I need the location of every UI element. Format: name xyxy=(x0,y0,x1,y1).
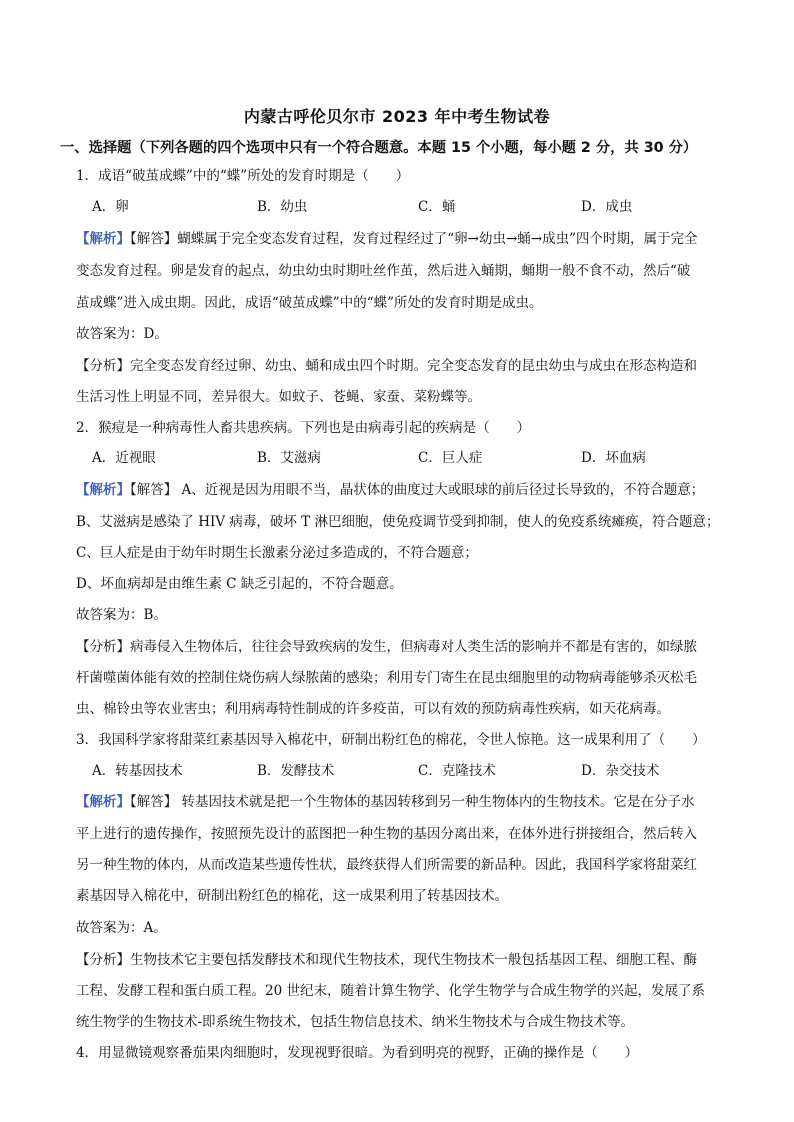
q2-explanation-line xyxy=(76,480,704,500)
q1-fenxi-line-2: 生活习性上明显不同，差异很大。如蚊子、苍蝇、家蚕、菜粉蝶等。 xyxy=(76,389,481,405)
fenxi-tag: 【分析】 xyxy=(76,358,130,374)
page-title: 内蒙古呼伦贝尔市 2023 年中考生物试卷 xyxy=(243,107,551,126)
q3-analysis-line xyxy=(76,950,697,970)
q2-jieda-text: A、近视是因为用眼不当，晶状体的曲度过大或眼球的前后径过长导致的，不符合题意； xyxy=(177,482,705,498)
question-3-stem: 3．我国科学家将甜菜红素基因导入棉花中，研制出粉红色的棉花，令世人惊艳。这一成果利用了（ ） xyxy=(76,732,706,748)
q1-jieda-line-2: 变态发育过程。卵是发育的起点，幼虫幼虫时期吐丝作茧，然后进入蛹期，蛹期一般不食不动，然后“破 xyxy=(76,263,691,279)
q3-answer: 故答案为：A。 xyxy=(76,920,167,936)
q3-option-c: C．克隆技术 xyxy=(418,763,496,779)
fenxi-tag: 【分析】 xyxy=(76,952,130,968)
q2-option-b: B．艾滋病 xyxy=(257,450,321,466)
q3-explanation-line xyxy=(76,792,695,812)
q3-option-a: A．转基因技术 xyxy=(92,763,183,779)
section-heading: 一、选择题（下列各题的四个选项中只有一个符合题意。本题 15 个小题，每小题 2 分，共 30 分） xyxy=(60,140,698,156)
q1-answer: 故答案为：D。 xyxy=(76,326,168,342)
q2-answer: 故答案为：B。 xyxy=(76,607,167,623)
jiexi-tag: 【解析】 xyxy=(76,794,130,810)
q1-jieda-line-3: 茧成蝶”进入成虫期。因此，成语“破茧成蝶”中的“蝶”所处的发育时期是成虫。 xyxy=(76,295,543,311)
q1-fenxi-text: 完全变态发育经过卵、幼虫、蛹和成虫四个时期。完全变态发育的昆虫幼虫与成虫在形态构造和 xyxy=(130,358,697,374)
jieda-tag: 【解答】 xyxy=(130,482,178,498)
q3-fenxi-text: 生物技术它主要包括发酵技术和现代生物技术，现代生物技术一般包括基因工程、细胞工程、酶 xyxy=(130,952,697,968)
q3-option-d: D．杂交技术 xyxy=(581,763,660,779)
fenxi-tag: 【分析】 xyxy=(76,639,130,655)
q2-analysis-line xyxy=(76,637,697,657)
q2-option-d: D．坏血病 xyxy=(581,450,646,466)
question-1-stem: 1．成语“破茧成蝶”中的“蝶”所处的发育时期是（ ） xyxy=(76,168,410,184)
q1-explanation-line xyxy=(76,229,698,249)
q3-jieda-line-3: 另一种生物的体内，从而改造某些遗传性状，最终获得人们所需要的新品种。因此，我国科学家将甜菜红 xyxy=(76,857,697,873)
q1-option-c: C．蛹 xyxy=(418,199,456,215)
q1-option-d: D．成虫 xyxy=(581,199,633,215)
jiexi-tag: 【解析】 xyxy=(76,231,130,247)
q3-fenxi-line-2: 工程、发酵工程和蛋白质工程。20 世纪末，随着计算生物学、化学生物学与合成生物学的兴起，发展了系 xyxy=(76,983,705,999)
q3-option-b: B．发酵技术 xyxy=(257,763,335,779)
q2-fenxi-text: 病毒侵入生物体后，往往会导致疾病的发生，但病毒对人类生活的影响并不都是有害的，如绿脓 xyxy=(130,639,697,655)
jieda-tag: 【解答】 xyxy=(130,231,178,247)
q3-fenxi-line-3: 统生物学的生物技术-即系统生物技术，包括生物信息技术、纳米生物技术与合成生物技术等。 xyxy=(76,1014,635,1030)
q2-option-a: A．近视眼 xyxy=(92,450,156,466)
q2-fenxi-line-3: 虫、棉铃虫等农业害虫；利用病毒特性制成的许多疫苗，可以有效的预防病毒性疾病，如天花病毒。 xyxy=(76,701,670,717)
q1-option-a: A．卵 xyxy=(92,199,129,215)
question-2-stem: 2．猴痘是一种病毒性人畜共患疾病。下列也是由病毒引起的疾病是（ ） xyxy=(76,420,531,436)
q3-jieda-text: 转基因技术就是把一个生物体的基因转移到另一种生物体内的生物技术。它是在分子水 xyxy=(177,794,695,810)
q3-jieda-line-2: 平上进行的遗传操作，按照预先设计的蓝图把一种生物的基因分离出来，在体外进行拼接组合，然后转入 xyxy=(76,826,697,842)
jieda-tag: 【解答】 xyxy=(130,794,178,810)
q2-fenxi-line-2: 杆菌噬菌体能有效的控制住烧伤病人绿脓菌的感染；利用专门寄生在昆虫细胞里的动物病毒能够杀灭松毛 xyxy=(76,670,697,686)
q3-jieda-line-4: 素基因导入棉花中，研制出粉红色的棉花，这一成果利用了转基因技术。 xyxy=(76,888,508,904)
q1-analysis-line xyxy=(76,356,697,376)
question-4-stem: 4．用显微镜观察番茄果肉细胞时，发现视野很暗。为看到明亮的视野，正确的操作是（ ） xyxy=(76,1045,639,1061)
q2-jieda-line-4: D、坏血病却是由维生素 C 缺乏引起的，不符合题意。 xyxy=(76,576,403,592)
q1-option-b: B．幼虫 xyxy=(257,199,308,215)
q2-jieda-line-2: B、艾滋病是感染了 HIV 病毒，破坏 T 淋巴细胞，使免疫调节受到抑制，使人的免疫系统瘫痪，符合题意； xyxy=(76,514,720,530)
q2-option-c: C．巨人症 xyxy=(418,450,483,466)
q1-jieda-text: 蝴蝶属于完全变态发育过程，发育过程经过了“卵→幼虫→蛹→成虫”四个时期，属于完全 xyxy=(177,231,698,247)
q2-jieda-line-3: C、巨人症是由于幼年时期生长激素分泌过多造成的，不符合题意； xyxy=(76,545,478,561)
jiexi-tag: 【解析】 xyxy=(76,482,130,498)
